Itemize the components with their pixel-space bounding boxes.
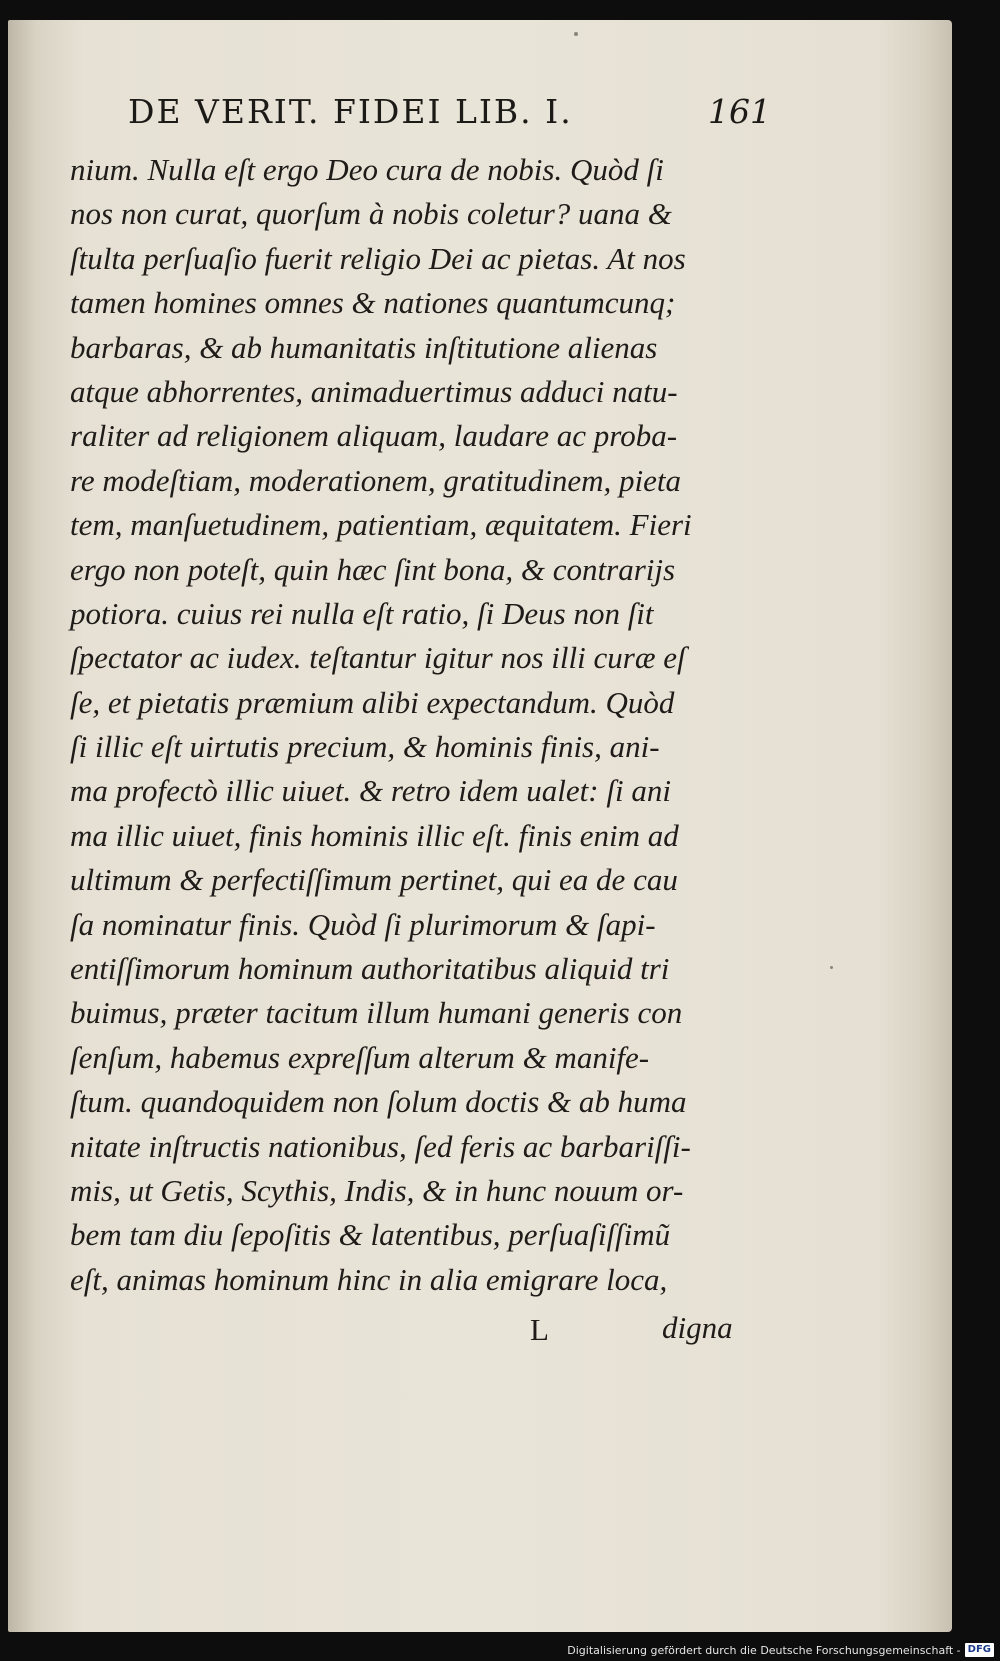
text-line: buimus, præter tacitum illum humani generis con — [70, 995, 683, 1031]
text-line: ſtulta perſuaſio fuerit religio Dei ac pietas. At nos — [70, 240, 686, 276]
text-line: mis, ut Getis, Scythis, Indis, & in hunc nouum or- — [70, 1172, 684, 1208]
running-head: DE VERIT. FIDEI LIB. I. — [128, 92, 573, 131]
text-line: tamen homines omnes & nationes quantumcunq; — [70, 285, 676, 321]
text-line: ſa nominatur finis. Quòd ſi plurimorum & ſapi- — [70, 906, 656, 942]
text-block — [70, 148, 770, 1302]
signature-mark: L — [530, 1312, 549, 1347]
dfg-logo: DFG — [965, 1643, 994, 1657]
paper-speck — [830, 966, 833, 969]
text-line: ultimum & perfectiſſimum pertinet, qui ea de cau — [70, 862, 678, 898]
digitization-credit — [567, 1641, 994, 1659]
text-line: tem, manſuetudinem, patientiam, æquitatem. Fieri — [70, 507, 692, 543]
text-line: ma illic uiuet, finis hominis illic eſt. finis enim ad — [70, 817, 679, 853]
text-line: re modeſtiam, moderationem, gratitudinem, pieta — [70, 462, 682, 498]
text-line: entiſſimorum hominum authoritatibus aliquid tri — [70, 951, 670, 987]
text-line: nium. Nulla eſt ergo Deo cura de nobis. Quòd ſi — [70, 152, 664, 187]
text-line: ſenſum, habemus expreſſum alterum & manife- — [70, 1039, 650, 1075]
text-line: raliter ad religionem aliquam, laudare ac proba- — [70, 418, 678, 454]
text-line: bem tam diu ſepoſitis & latentibus, perſuaſiſſimũ — [70, 1217, 671, 1253]
text-line: ergo non poteſt, quin hæc ſint bona, & contrarijs — [70, 551, 676, 587]
text-line: ma profectò illic uiuet. & retro idem ualet: ſi ani — [70, 773, 671, 809]
catchword: digna — [662, 1310, 733, 1345]
text-line: ſtum. quandoquidem non ſolum doctis & ab huma — [70, 1084, 687, 1120]
text-line: potiora. cuius rei nulla eſt ratio, ſi Deus non ſit — [70, 595, 654, 631]
page-number: 161 — [708, 92, 771, 131]
text-line: nitate inſtructis nationibus, ſed feris ac barbariſſi- — [70, 1128, 691, 1164]
text-line: ſe, et pietatis præmium alibi expectandum. Quòd — [70, 684, 675, 720]
text-line: eſt, animas hominum hinc in alia emigrare loca, — [70, 1261, 668, 1297]
paper-speck — [574, 32, 578, 36]
text-line: atque abhorrentes, animaduertimus adduci natu- — [70, 373, 678, 409]
credit-text: Digitalisierung gefördert durch die Deutsche Forschungsgemeinschaft - — [567, 1643, 961, 1657]
text-line: barbaras, & ab humanitatis inſtitutione alienas — [70, 329, 658, 365]
text-line: nos non curat, quorſum à nobis coletur? uana & — [70, 196, 672, 232]
text-line: ſi illic eſt uirtutis precium, & hominis finis, ani- — [70, 729, 660, 765]
text-line: ſpectator ac iudex. teſtantur igitur nos illi curæ eſ — [70, 640, 686, 676]
